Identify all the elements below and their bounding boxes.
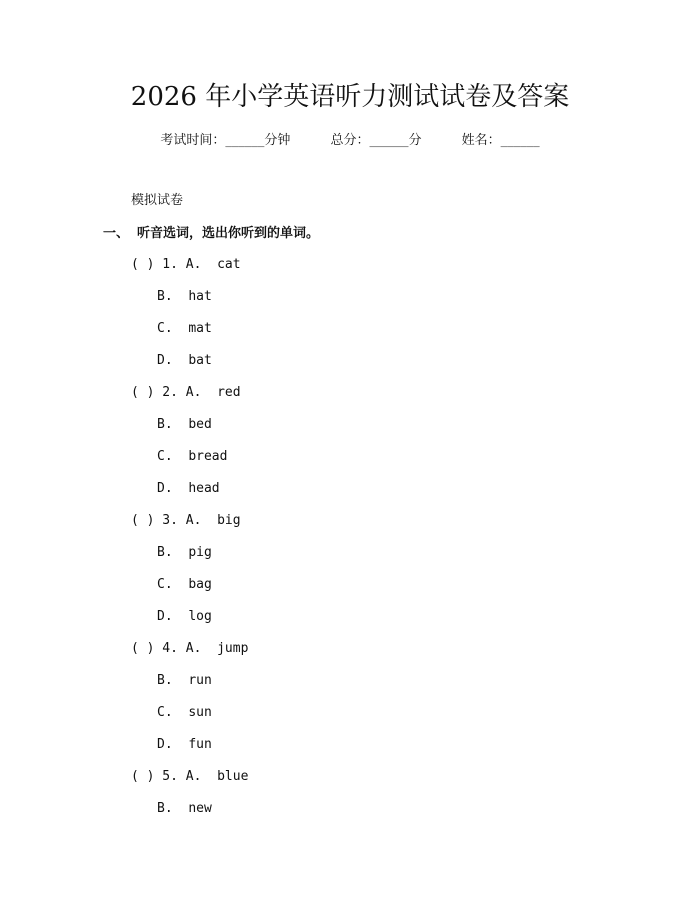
question-4-option [157, 703, 212, 723]
option-letter: C. [157, 449, 189, 464]
answer-bracket: ( ) [131, 257, 155, 272]
answer-bracket: ( ) [131, 385, 155, 400]
exam-time [160, 131, 290, 151]
exam-meta [0, 131, 700, 151]
student-name-label: 姓名： [461, 133, 501, 148]
option-letter: B. [157, 289, 189, 304]
exam-time-unit: 分钟 [264, 133, 291, 148]
question-number: 3. [154, 513, 186, 528]
option-text: red [217, 385, 241, 400]
option-text: sun [188, 705, 212, 720]
option-text: fun [188, 737, 212, 752]
question-number: 1. [154, 257, 186, 272]
answer-bracket: ( ) [131, 513, 155, 528]
option-text: big [217, 513, 241, 528]
student-name-blank: ______ [500, 133, 540, 148]
option-letter: A. [185, 513, 218, 528]
question-5-option [157, 799, 212, 819]
option-letter: D. [157, 481, 189, 496]
option-letter: C. [157, 577, 189, 592]
option-letter: D. [157, 609, 189, 624]
exam-time-label: 考试时间： [160, 133, 226, 148]
option-letter: B. [157, 801, 189, 816]
total-score-label: 总分： [330, 133, 370, 148]
question-4-option [157, 671, 212, 691]
option-text: new [188, 801, 212, 816]
option-text: bag [188, 577, 212, 592]
question-2-option [157, 415, 212, 435]
student-name [462, 131, 540, 151]
total-score-unit: 分 [408, 133, 422, 148]
question-2-first-option [131, 383, 241, 403]
question-2-option [157, 479, 220, 499]
option-letter: C. [157, 321, 189, 336]
option-letter: D. [157, 737, 189, 752]
option-text: log [188, 609, 212, 624]
question-1-first-option [131, 255, 241, 275]
option-text: bat [188, 353, 212, 368]
question-4-first-option [131, 639, 248, 659]
question-number: 2. [154, 385, 186, 400]
question-1-option [157, 351, 212, 371]
question-3-option [157, 543, 212, 563]
option-text: cat [217, 257, 241, 272]
option-letter: B. [157, 417, 189, 432]
option-text: bread [188, 449, 228, 464]
option-letter: A. [185, 257, 218, 272]
option-letter: A. [185, 769, 218, 784]
exam-time-blank: ______ [225, 133, 265, 148]
question-number: 4. [154, 641, 186, 656]
question-3-option [157, 607, 212, 627]
option-text: run [188, 673, 212, 688]
total-score-blank: ______ [369, 133, 409, 148]
answer-bracket: ( ) [131, 769, 155, 784]
question-2-option [157, 447, 227, 467]
option-letter: A. [185, 641, 218, 656]
question-1-option [157, 287, 212, 307]
option-text: pig [188, 545, 212, 560]
answer-bracket: ( ) [131, 641, 155, 656]
option-text: bed [188, 417, 212, 432]
question-3-option [157, 575, 212, 595]
option-text: hat [188, 289, 212, 304]
paper-subtitle: 模拟试卷 [131, 193, 184, 208]
total-score [330, 131, 421, 151]
option-text: head [188, 481, 220, 496]
section-number: 一、 [103, 226, 130, 241]
section-heading [103, 224, 319, 244]
option-text: blue [217, 769, 249, 784]
question-5-first-option [131, 767, 248, 787]
option-letter: B. [157, 545, 189, 560]
option-letter: C. [157, 705, 189, 720]
question-number: 5. [154, 769, 186, 784]
question-1-option [157, 319, 212, 339]
option-letter: A. [185, 385, 218, 400]
question-3-first-option [131, 511, 241, 531]
question-4-option [157, 735, 212, 755]
option-letter: B. [157, 673, 189, 688]
option-text: mat [188, 321, 212, 336]
section-instruction: 听音选词，选出你听到的单词。 [137, 226, 320, 241]
page-title: 2026 年小学英语听力测试试卷及答案 [130, 82, 570, 112]
option-text: jump [217, 641, 249, 656]
option-letter: D. [157, 353, 189, 368]
